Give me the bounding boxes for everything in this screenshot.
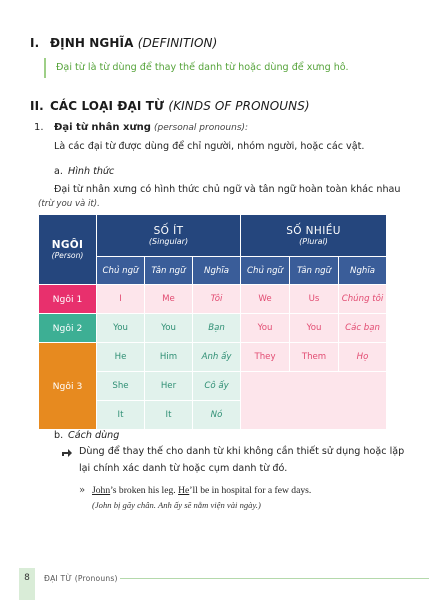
section-2-heading <box>30 99 310 113</box>
header-singular-label-en: (Singular) <box>148 237 189 246</box>
example-subject: John <box>92 485 111 496</box>
subsection-b-title: Cách dùng <box>68 430 120 441</box>
definition-box <box>44 58 396 78</box>
table-row <box>39 314 387 343</box>
table-cell: You <box>290 314 339 343</box>
table-cell: Him <box>145 343 193 372</box>
table-cell: Them <box>290 343 339 372</box>
header-person <box>39 215 97 285</box>
header-person-label-en: (Person) <box>51 251 84 260</box>
table-cell: Tôi <box>193 285 241 314</box>
section-2-title-en: (KINDS OF PRONOUNS) <box>168 99 310 113</box>
section-1-title-en: (DEFINITION) <box>137 36 218 50</box>
header-person-label: NGÔI <box>51 239 84 251</box>
person-3-label: Ngôi 3 <box>39 343 97 430</box>
footer-divider <box>120 578 429 579</box>
header-plural <box>241 215 387 257</box>
table-cell: He <box>97 343 145 372</box>
empty-plural-cell <box>241 372 387 430</box>
table-cell: You <box>145 314 193 343</box>
footer-chapter-title: ĐẠI TỪ (Pronouns) <box>44 574 118 583</box>
table-cell: You <box>241 314 290 343</box>
example-translation: (John bị gãy chân. Anh ấy sẽ nằm viện vài ngày.) <box>92 500 261 510</box>
table-cell: We <box>241 285 290 314</box>
section-1-title: ĐỊNH NGHĨA <box>50 36 134 50</box>
table-cell: Chúng tôi <box>339 285 387 314</box>
person-2-label: Ngôi 2 <box>39 314 97 343</box>
table-cell: Nó <box>193 401 241 430</box>
table-row <box>39 343 387 372</box>
col-header: Nghĩa <box>193 257 241 285</box>
col-header: Nghĩa <box>339 257 387 285</box>
col-header: Chủ ngữ <box>97 257 145 285</box>
section-2-numeral: II. <box>30 99 44 113</box>
section-1-heading <box>30 36 217 50</box>
header-plural-label: SỐ NHIỀU <box>286 225 341 237</box>
table-cell: They <box>241 343 290 372</box>
table-cell: Her <box>145 372 193 401</box>
example-part: ’ll be in hospital for a few days. <box>189 485 312 496</box>
table-cell: You <box>97 314 145 343</box>
table-cell: It <box>97 401 145 430</box>
subsection-1-title: Đại từ nhân xưng <box>54 122 151 133</box>
subsection-a-description: Đại từ nhân xưng có hình thức chủ ngữ và tân ngữ hoàn toàn khác nhau <box>54 184 401 195</box>
subsection-a-note: (trừ you và it). <box>38 199 100 209</box>
person-1-label: Ngôi 1 <box>39 285 97 314</box>
table-cell: It <box>145 401 193 430</box>
col-header: Chủ ngữ <box>241 257 290 285</box>
col-header: Tân ngữ <box>145 257 193 285</box>
header-plural-label-en: (Plural) <box>299 237 328 246</box>
table-cell: Họ <box>339 343 387 372</box>
subsection-1-title-en: (personal pronouns): <box>154 123 249 133</box>
section-1-numeral: I. <box>30 36 40 50</box>
example-part: ’s broken his leg. <box>110 485 179 496</box>
table-cell: Các bạn <box>339 314 387 343</box>
subsection-b-label: b. <box>54 430 64 441</box>
subsection-b-desc-line2: lại chính xác danh từ hoặc cụm danh từ đó. <box>79 463 288 474</box>
subsection-a-heading <box>54 166 114 177</box>
subsection-b-desc-line1: Dùng để thay thế cho danh từ khi không cần thiết sử dụng hoặc lặp <box>79 446 405 457</box>
table-row <box>39 285 387 314</box>
table-cell: Me <box>145 285 193 314</box>
example-marker: » <box>79 485 86 496</box>
example-sentence <box>92 485 311 496</box>
definition-text: Đại từ là từ dùng để thay thế danh từ hoặc dùng để xưng hô. <box>56 62 349 73</box>
table-cell: I <box>97 285 145 314</box>
subsection-1-number: 1. <box>34 122 44 133</box>
table-cell: Us <box>290 285 339 314</box>
subsection-1-description: Là các đại từ được dùng để chỉ người, nhóm người, hoặc các vật. <box>54 141 365 152</box>
subsection-a-label: a. <box>54 166 63 177</box>
table-cell: Cô ấy <box>193 372 241 401</box>
section-2-title: CÁC LOẠI ĐẠI TỪ <box>50 99 165 113</box>
pronoun-table <box>38 214 387 430</box>
subsection-a-title: Hình thức <box>68 166 115 177</box>
subsection-1-heading <box>34 122 248 133</box>
subsection-b-heading <box>54 430 119 441</box>
header-singular-label: SỐ ÍT <box>153 225 184 237</box>
table-cell: She <box>97 372 145 401</box>
col-header: Tân ngữ <box>290 257 339 285</box>
footer-page-number: 8 <box>24 573 30 583</box>
table-cell: Bạn <box>193 314 241 343</box>
header-singular <box>97 215 241 257</box>
arrow-bullet-icon <box>62 449 72 457</box>
example-pronoun: He <box>178 485 190 496</box>
table-cell: Anh ấy <box>193 343 241 372</box>
